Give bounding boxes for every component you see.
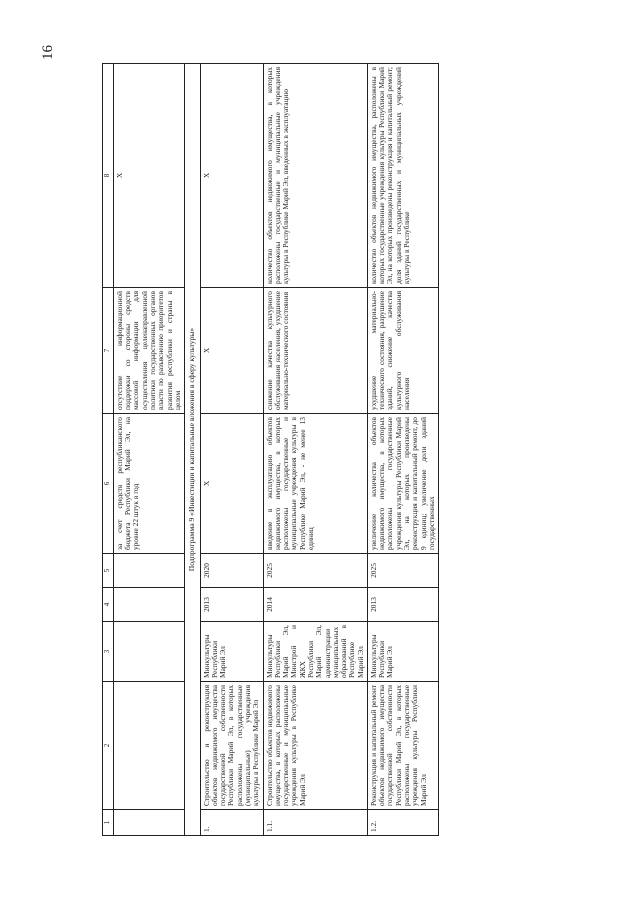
table-row (200, 64, 263, 836)
row-result: X (200, 414, 263, 554)
row-consequence: ухудшение материально-технического состояния, разрушение зданий, снижение качества культурного обслуживания населения (367, 288, 438, 414)
row-end-year: 2020 (200, 554, 263, 588)
row-executor: Минкультуры Республики Марий Эл (200, 622, 263, 682)
cont-end (113, 554, 184, 588)
table-row (263, 64, 367, 836)
row-start-year: 2013 (200, 588, 263, 622)
header-col-2: 2 (103, 682, 114, 810)
row-result: введение в эксплуатацию объектов недвижимого имущества, в которых расположены государственные и муниципальные учреждения культуры в Республике Марий Эл, - не менее 13 единиц (263, 414, 367, 554)
header-col-1: 1 (103, 810, 114, 836)
row-executor: Минкультуры Республики Марий Эл, Минстрой и ЖКХ Республики Марий Эл, администрации муниципальных образований в Республике Марий Эл (263, 622, 367, 682)
header-col-3: 3 (103, 622, 114, 682)
row-end-year: 2025 (263, 554, 367, 588)
row-start-year: 2013 (367, 588, 438, 622)
row-number: 1. (200, 810, 263, 836)
row-number: 1.1. (263, 810, 367, 836)
page-number: 16 (40, 45, 56, 60)
row-indicator: количество объектов недвижимого имущества, расположены в которых государственные учреждения культуры Республики Марий Эл, на которых произведены реконструкция и капитальный ремонт; доля зданий государственных и муниципальных учреждений культуры в Республике (367, 64, 438, 288)
row-end-year: 2025 (367, 554, 438, 588)
row-name: Строительство и реконструкция объектов недвижимого имущества государственной собственности Республики Марий Эл, в которых расположены государственные (муниципальные) учреждения культуры в Республике Марий Эл (200, 682, 263, 810)
row-name: Строительство объектов недвижимого имущества, в которых расположены государственные и муниципальные учреждения культуры в Республике Марий Эл (263, 682, 367, 810)
row-start-year: 2014 (263, 588, 367, 622)
header-col-7: 7 (103, 288, 114, 414)
rotated-table-wrapper (102, 64, 522, 836)
header-col-6: 6 (103, 414, 114, 554)
row-indicator: количество объектов недвижимого имущества, в которых расположены государственные и муниципальные учреждения культуры в Республике Марий Эл, введенных в эксплуатацию (263, 64, 367, 288)
header-row (103, 64, 114, 836)
subprogram-row (185, 64, 201, 836)
cont-num (113, 810, 184, 836)
row-indicator: X (200, 64, 263, 288)
header-col-8: 8 (103, 64, 114, 288)
cont-result: за счет средств республиканского бюджета Республики Марий Эл, на уровне 22 штук в год (113, 414, 184, 554)
row-number: 1.2. (367, 810, 438, 836)
cont-indicator: X (113, 64, 184, 288)
row-name: Реконструкция и капитальный ремонт объектов недвижимого имущества государственной собственности Республики Марий Эл, в которых расположены государственные учреждения культуры Республики Марий Эл (367, 682, 438, 810)
header-col-4: 4 (103, 588, 114, 622)
continuation-row (113, 64, 184, 836)
cont-consequence: отсутствие информационной поддержки со стороны средств массовой информации для осуществления целенаправленной политики государственных органов власти по разъяснению приоритетов развития республики и страны в целом (113, 288, 184, 414)
row-consequence: X (200, 288, 263, 414)
header-col-5: 5 (103, 554, 114, 588)
table-row (367, 64, 438, 836)
cont-exec (113, 622, 184, 682)
subprogram-title: Подпрограмма 9 «Инвестиции и капитальные вложения в сферу культуры» (185, 64, 201, 836)
program-table (102, 63, 439, 836)
row-executor: Минкультуры Республики Марий Эл (367, 622, 438, 682)
cont-start (113, 588, 184, 622)
cont-name (113, 682, 184, 810)
row-result: увеличение количества объектов недвижимого имущества, в которых расположены государственные учреждения культуры Республики Марий Эл, на которых произведены реконструкция и капитальный ремонт, до 9 единиц; увеличение доли зданий государственных (367, 414, 438, 554)
row-consequence: снижение качества культурного обслуживания населения, ухудшение материально-технического состояния (263, 288, 367, 414)
